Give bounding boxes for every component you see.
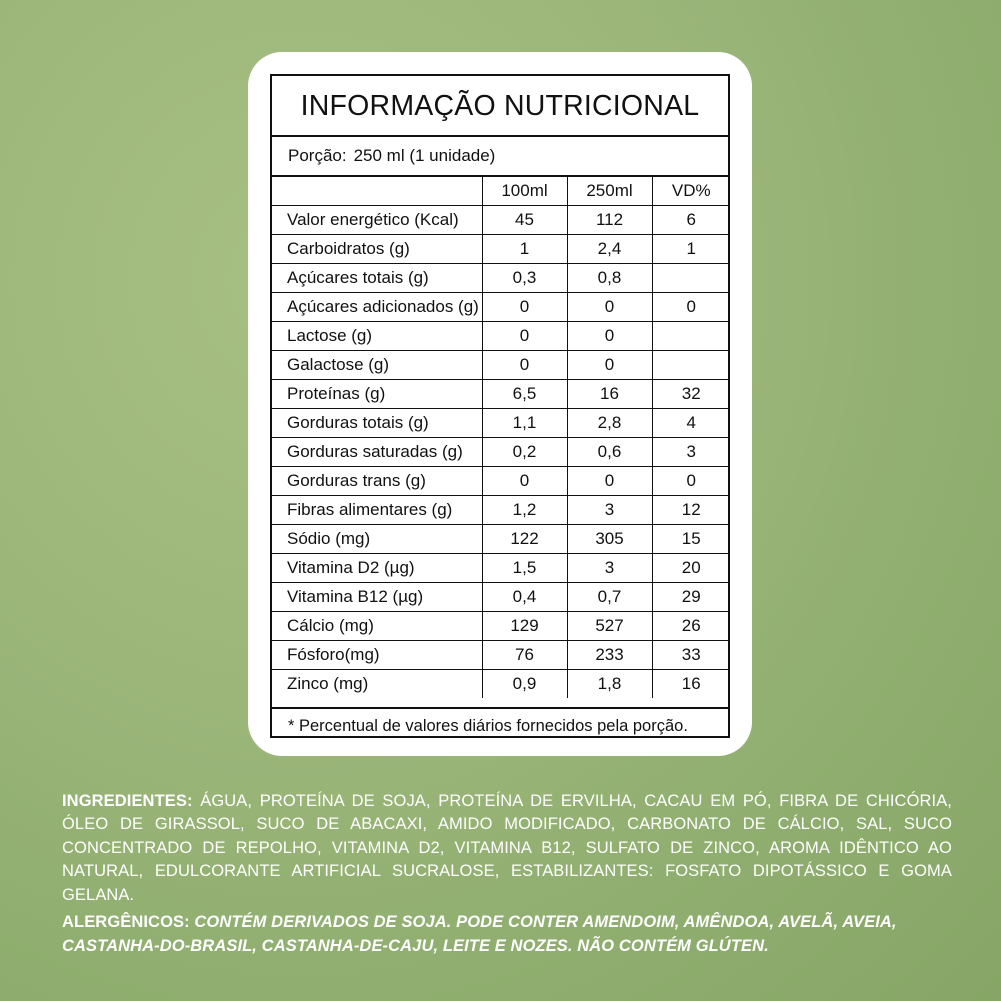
table-row [272,264,730,293]
nutrient-250ml: 1,8 [567,670,652,699]
table-row [272,380,730,409]
table-row [272,322,730,351]
nutrient-vd: 3 [652,438,730,467]
nutrient-vd: 15 [652,525,730,554]
table-row [272,554,730,583]
nutrient-250ml: 0,8 [567,264,652,293]
nutrient-name: Açúcares adicionados (g) [272,293,482,322]
page-title: INFORMAÇÃO NUTRICIONAL [272,76,728,137]
nutrient-vd: 6 [652,206,730,235]
nutrient-vd: 1 [652,235,730,264]
column-header-100ml: 100ml [482,177,567,206]
nutrient-250ml: 0 [567,322,652,351]
table-row [272,351,730,380]
nutrient-name: Fibras alimentares (g) [272,496,482,525]
nutrient-250ml: 112 [567,206,652,235]
ingredients-heading: INGREDIENTES: [62,792,193,810]
table-row [272,670,730,699]
nutrition-table [272,177,730,698]
table-row [272,467,730,496]
nutrient-250ml: 2,4 [567,235,652,264]
nutrient-name: Sódio (mg) [272,525,482,554]
nutrient-name: Fósforo(mg) [272,641,482,670]
nutrient-100ml: 0,4 [482,583,567,612]
portion-label: Porção: [288,146,347,165]
nutrient-vd: 12 [652,496,730,525]
nutrient-250ml: 0 [567,351,652,380]
nutrient-vd: 33 [652,641,730,670]
nutrient-100ml: 0,3 [482,264,567,293]
ingredients-block [62,790,952,958]
allergens-paragraph [62,911,952,958]
nutrient-name: Gorduras totais (g) [272,409,482,438]
nutrient-vd [652,322,730,351]
table-row [272,293,730,322]
ingredients-paragraph [62,790,952,907]
nutrient-100ml: 1,2 [482,496,567,525]
nutrient-vd [652,351,730,380]
table-row [272,612,730,641]
nutrient-name: Zinco (mg) [287,674,369,693]
nutrient-250ml: 16 [567,380,652,409]
nutrient-250ml: 527 [567,612,652,641]
table-row [272,583,730,612]
nutrient-vd: 16 [652,670,730,699]
ingredients-text: ÁGUA, PROTEÍNA DE SOJA, PROTEÍNA DE ERVILHA, CACAU EM PÓ, FIBRA DE CHICÓRIA, ÓLEO DE GIRASSOL, SUCO DE ABACAXI, AMIDO MODIFICADO, CARBONATO DE CÁLCIO, SAL, SUCO CONCENTRADO DE REPOLHO, VITAMINA D2, VITAMINA B12, SULFATO DE ZINCO, AROMA IDÊNTICO AO NATURAL, EDULCORANTE ARTIFICIAL SUCRALOSE, ESTABILIZANTES: FOSFATO DIPOTÁSSICO E GOMA GELANA. [62,792,952,904]
nutrient-250ml: 0,6 [567,438,652,467]
nutrient-name: Valor energético (Kcal) [272,206,482,235]
nutrient-100ml: 1,5 [482,554,567,583]
nutrient-vd [652,264,730,293]
nutrition-label-frame [270,74,730,738]
table-row [272,496,730,525]
nutrient-vd: 32 [652,380,730,409]
nutrient-250ml: 0,7 [567,583,652,612]
nutrient-100ml: 1 [482,235,567,264]
nutrient-250ml: 2,8 [567,409,652,438]
nutrient-vd: 26 [652,612,730,641]
nutrient-250ml: 233 [567,641,652,670]
allergens-heading: ALERGÊNICOS: [62,913,190,932]
nutrient-name: Proteínas (g) [272,380,482,409]
column-header-250ml: 250ml [567,177,652,206]
table-header-row [272,177,730,206]
column-header-vd: VD% [652,177,730,206]
nutrient-name: Carboidratos (g) [272,235,482,264]
nutrient-vd: 29 [652,583,730,612]
nutrient-100ml: 1,1 [482,409,567,438]
nutrient-100ml: 0 [482,322,567,351]
nutrient-name: Lactose (g) [272,322,482,351]
table-row [272,525,730,554]
nutrient-100ml: 76 [482,641,567,670]
nutrient-100ml: 0,2 [482,438,567,467]
nutrient-name: Galactose (g) [272,351,482,380]
nutrient-250ml: 0 [567,293,652,322]
nutrient-250ml: 305 [567,525,652,554]
nutrient-250ml: 3 [567,496,652,525]
table-row [272,409,730,438]
table-row [272,206,730,235]
allergens-text: CONTÉM DERIVADOS DE SOJA. PODE CONTER AMENDOIM, AMÊNDOA, AVELÃ, AVEIA, CASTANHA-DO-BRASIL, CASTANHA-DE-CAJU, LEITE E NOZES. NÃO CONTÉM GLÚTEN. [62,913,897,955]
nutrient-name: Cálcio (mg) [272,612,482,641]
portion-value: 250 ml (1 unidade) [353,146,496,165]
nutrient-100ml: 0 [482,351,567,380]
nutrient-100ml: 6,5 [482,380,567,409]
nutrient-name: Vitamina B12 (µg) [272,583,482,612]
table-row [272,641,730,670]
nutrient-100ml: 0 [482,467,567,496]
nutrient-100ml: 45 [482,206,567,235]
nutrient-100ml: 0 [482,293,567,322]
nutrient-name: Vitamina D2 (µg) [272,554,482,583]
table-row [272,235,730,264]
table-row [272,438,730,467]
nutrient-name: Açúcares totais (g) [272,264,482,293]
nutrient-name: Gorduras trans (g) [272,467,482,496]
nutrient-250ml: 3 [567,554,652,583]
nutrition-label-card [248,52,752,756]
nutrient-name: Gorduras saturadas (g) [272,438,482,467]
nutrient-vd: 4 [652,409,730,438]
nutrient-vd: 0 [652,467,730,496]
nutrient-100ml: 122 [482,525,567,554]
nutrient-250ml: 0 [567,467,652,496]
nutrient-vd: 0 [652,293,730,322]
nutrition-table-wrap [272,177,728,707]
footnote: * Percentual de valores diários fornecidos pela porção. [272,707,728,736]
nutrient-100ml: 0,9 [482,670,567,699]
column-header-nutrient [272,177,482,206]
nutrient-vd: 20 [652,554,730,583]
portion-row [272,137,728,177]
nutrient-100ml: 129 [482,612,567,641]
